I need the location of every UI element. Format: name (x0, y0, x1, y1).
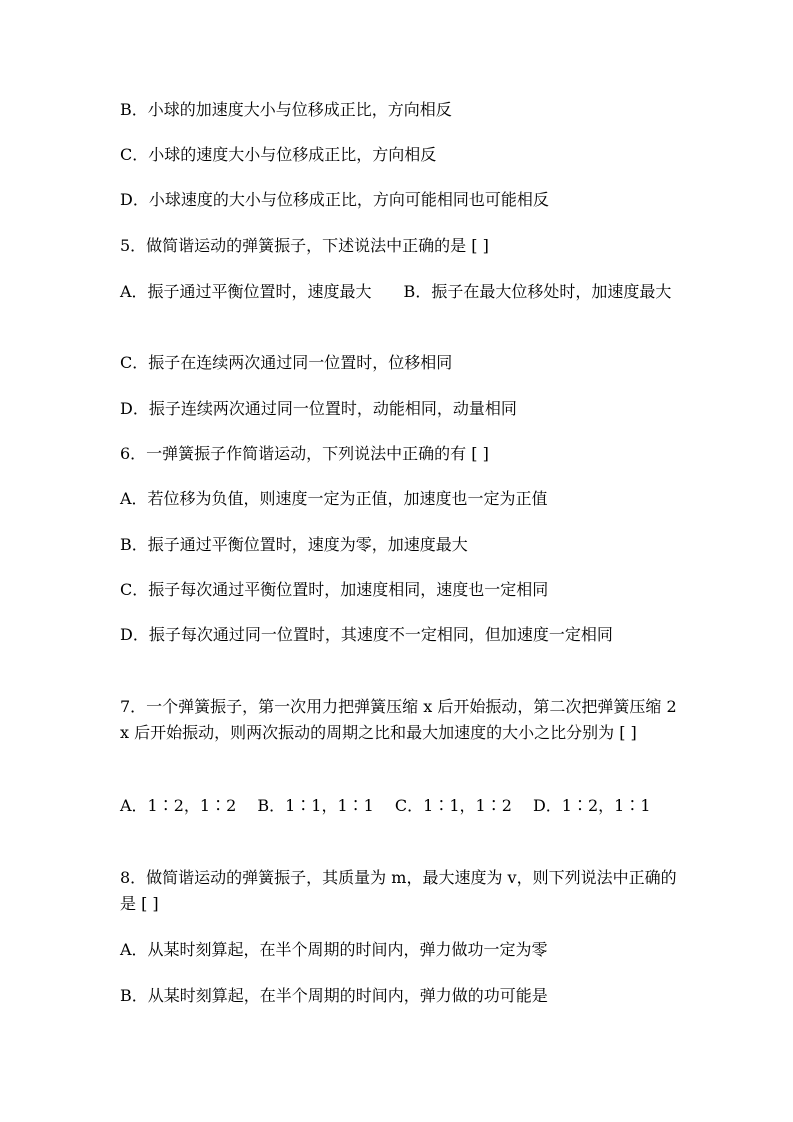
question-5: 5．做简谐运动的弹簧振子，下述说法中正确的是 [ ] (120, 236, 489, 255)
options-5ab: A．振子通过平衡位置时，速度最大 B．振子在最大位移处时，加速度最大 (120, 282, 672, 301)
option-6c: C．振子每次通过平衡位置时，加速度相同，速度也一定相同 (120, 580, 549, 599)
question-8: 8．做简谐运动的弹簧振子，其质量为 m，最大速度为 v，则下列说法中正确的是 [ ] (120, 868, 677, 913)
option-6d: D．振子每次通过同一位置时，其速度不一定相同，但加速度一定相同 (120, 625, 613, 644)
option-8b: B．从某时刻算起，在半个周期的时间内，弹力做的功可能是 (120, 986, 548, 1005)
option-4c: C．小球的速度大小与位移成正比，方向相反 (120, 145, 437, 164)
question-7: 7．一个弹簧振子，第一次用力把弹簧压缩 x 后开始振动，第二次把弹簧压缩 2x 后开始振动，则两次振动的周期之比和最大加速度的大小之比分别为 [ ] (120, 697, 677, 742)
option-4b: B．小球的加速度大小与位移成正比，方向相反 (120, 100, 452, 119)
option-5d: D．振子连续两次通过同一位置时，动能相同，动量相同 (120, 399, 517, 418)
options-7: A．1∶2，1∶2 B．1∶1，1∶1 C．1∶1，1∶2 D．1∶2，1∶1 (120, 796, 651, 815)
option-6b: B．振子通过平衡位置时，速度为零，加速度最大 (120, 535, 468, 554)
option-6a: A．若位移为负值，则速度一定为正值，加速度也一定为正值 (120, 489, 548, 508)
question-6: 6．一弹簧振子作简谐运动，下列说法中正确的有 [ ] (120, 444, 489, 463)
option-4d: D．小球速度的大小与位移成正比，方向可能相同也可能相反 (120, 190, 549, 209)
option-8a: A．从某时刻算起，在半个周期的时间内，弹力做功一定为零 (120, 940, 548, 959)
option-5c: C．振子在连续两次通过同一位置时，位移相同 (120, 353, 453, 372)
